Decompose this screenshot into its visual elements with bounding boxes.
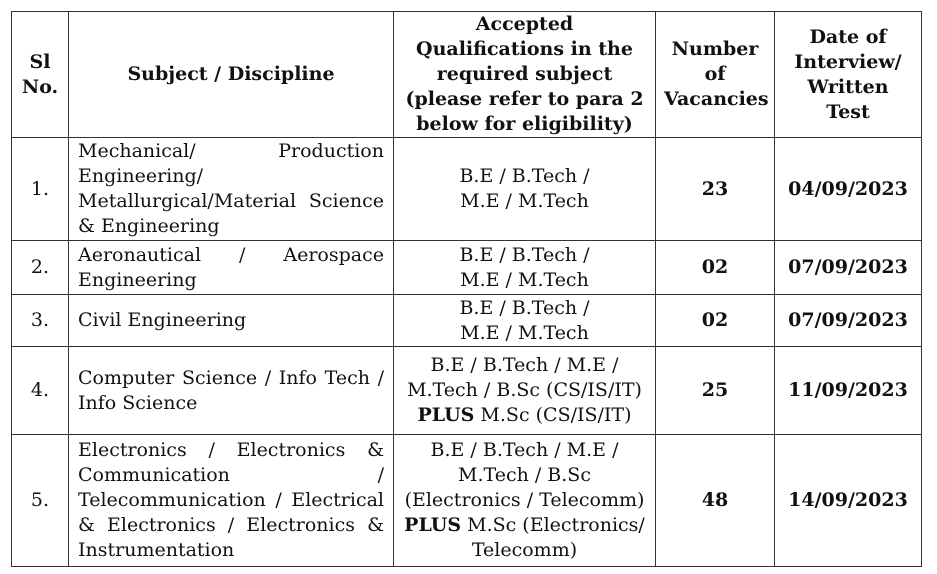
qual-text-after: M.Sc (Electronics/ Telecomm) — [461, 514, 645, 561]
row-vacancies: 25 — [656, 347, 775, 435]
row-sl-no: 5. — [12, 435, 69, 567]
table-row — [12, 241, 922, 295]
row-vacancies: 48 — [656, 435, 775, 567]
row-sl-no: 3. — [12, 295, 69, 347]
qual-text: B.E / B.Tech / M.E / M.Tech / B.Sc (CS/IS/IT) — [407, 354, 642, 401]
qual-line: M.E / M.Tech — [460, 190, 589, 212]
row-vacancies: 23 — [656, 138, 775, 241]
table-row — [12, 435, 922, 567]
row-qualifications — [394, 435, 656, 567]
qual-line: M.E / M.Tech — [460, 321, 589, 344]
plus-keyword: PLUS — [417, 404, 475, 426]
row-subject: Electronics / Electronics & Communication / Telecommunication / Electrical & Electronics / Electronics & Instrumentation — [69, 435, 394, 567]
row-date: 04/09/2023 — [775, 138, 922, 241]
row-qualifications — [394, 241, 656, 295]
table-row — [12, 138, 922, 241]
header-date: Date of Interview/ Written Test — [775, 12, 922, 138]
header-sl-no: Sl No. — [12, 12, 69, 138]
row-subject: Mechanical/ Production Engineering/ Metallurgical/Material Science & Engineering — [69, 138, 394, 241]
qual-text: B.E / B.Tech / M.E / M.Tech / B.Sc (Electronics / Telecomm) — [404, 439, 645, 511]
row-sl-no: 4. — [12, 347, 69, 435]
row-sl-no: 1. — [12, 138, 69, 241]
vacancy-table — [11, 11, 922, 567]
row-date: 14/09/2023 — [775, 435, 922, 567]
row-vacancies: 02 — [656, 241, 775, 295]
row-date: 11/09/2023 — [775, 347, 922, 435]
qual-text-after: M.Sc (CS/IS/IT) — [474, 404, 632, 426]
qual-line: B.E / B.Tech / — [459, 165, 590, 187]
row-sl-no: 2. — [12, 241, 69, 295]
header-row — [12, 12, 922, 138]
header-vacancies: Number of Vacancies — [656, 12, 775, 138]
row-date: 07/09/2023 — [775, 295, 922, 347]
qual-line: B.E / B.Tech / — [459, 243, 590, 266]
row-subject: Computer Science / Info Tech / Info Science — [69, 347, 394, 435]
row-qualifications — [394, 295, 656, 347]
plus-keyword: PLUS — [404, 514, 462, 536]
qual-line: M.E / M.Tech — [460, 268, 589, 291]
row-subject: Aeronautical / Aerospace Engineering — [69, 241, 394, 295]
table-row — [12, 295, 922, 347]
table-row — [12, 347, 922, 435]
header-qualifications: Accepted Qualifications in the required subject (please refer to para 2 below for eligibility) — [394, 12, 656, 138]
row-date: 07/09/2023 — [775, 241, 922, 295]
row-qualifications — [394, 347, 656, 435]
row-vacancies: 02 — [656, 295, 775, 347]
qual-line: B.E / B.Tech / — [459, 296, 590, 319]
row-subject: Civil Engineering — [69, 295, 394, 347]
header-subject: Subject / Discipline — [69, 12, 394, 138]
row-qualifications — [394, 138, 656, 241]
